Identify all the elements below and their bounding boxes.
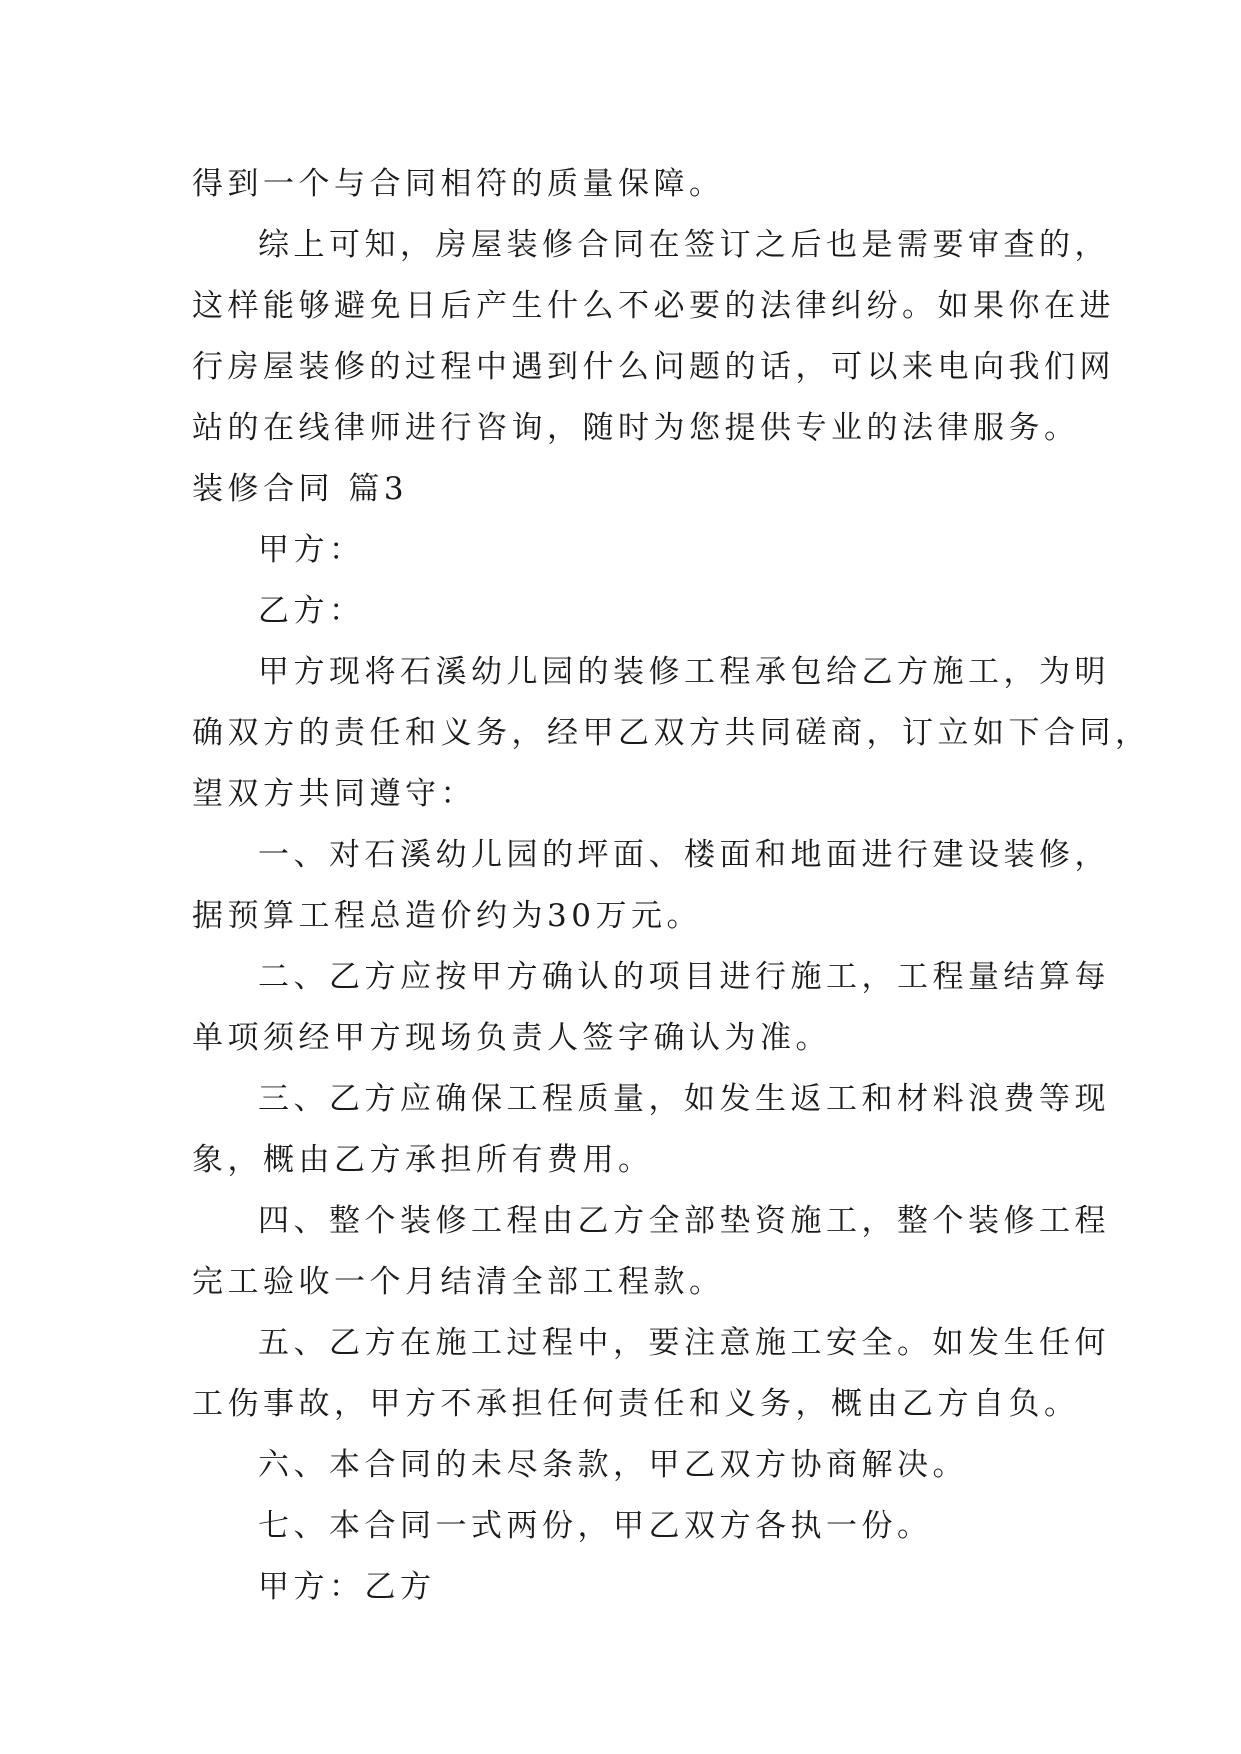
signature-line: 甲方：乙方 xyxy=(258,1569,436,1605)
clause-7-line: 七、本合同一式两份，甲乙双方各执一份。 xyxy=(258,1508,933,1544)
clause-1-line: 据预算工程总造价约为30万元。 xyxy=(192,898,702,934)
paragraph-continuation: 得到一个与合同相符的质量保障。 xyxy=(192,166,725,202)
clause-2-line: 二、乙方应按甲方确认的项目进行施工，工程量结算每 xyxy=(258,959,1110,995)
clause-6-line: 六、本合同的未尽条款，甲乙双方协商解决。 xyxy=(258,1447,968,1483)
section-heading: 装修合同 篇3 xyxy=(192,471,409,507)
clause-1-line: 一、对石溪幼儿园的坪面、楼面和地面进行建设装修， xyxy=(258,837,1110,873)
preamble-line: 望双方共同遵守： xyxy=(192,776,476,812)
clause-2-line: 单项须经甲方现场负责人签字确认为准。 xyxy=(192,1020,831,1056)
summary-paragraph-line: 这样能够避免日后产生什么不必要的法律纠纷。如果你在进 xyxy=(192,288,1115,324)
document-body xyxy=(192,154,1151,1618)
summary-paragraph-line: 综上可知，房屋装修合同在签订之后也是需要审查的， xyxy=(258,227,1110,263)
clause-5-line: 五、乙方在施工过程中，要注意施工安全。如发生任何 xyxy=(258,1325,1110,1361)
summary-paragraph-line: 站的在线律师进行咨询，随时为您提供专业的法律服务。 xyxy=(192,410,1080,446)
clause-4-line: 四、整个装修工程由乙方全部垫资施工，整个装修工程 xyxy=(258,1203,1110,1239)
party-b-label: 乙方： xyxy=(258,593,365,629)
clause-3-line: 象，概由乙方承担所有费用。 xyxy=(192,1142,654,1178)
clause-5-line: 工伤事故，甲方不承担任何责任和义务，概由乙方自负。 xyxy=(192,1386,1080,1422)
summary-paragraph-line: 行房屋装修的过程中遇到什么问题的话，可以来电向我们网 xyxy=(192,349,1115,385)
preamble-line: 确双方的责任和义务，经甲乙双方共同磋商，订立如下合同， xyxy=(192,715,1151,751)
party-a-label: 甲方： xyxy=(258,532,365,568)
preamble-line: 甲方现将石溪幼儿园的装修工程承包给乙方施工，为明 xyxy=(258,654,1110,690)
clause-4-line: 完工验收一个月结清全部工程款。 xyxy=(192,1264,725,1300)
clause-3-line: 三、乙方应确保工程质量，如发生返工和材料浪费等现 xyxy=(258,1081,1110,1117)
